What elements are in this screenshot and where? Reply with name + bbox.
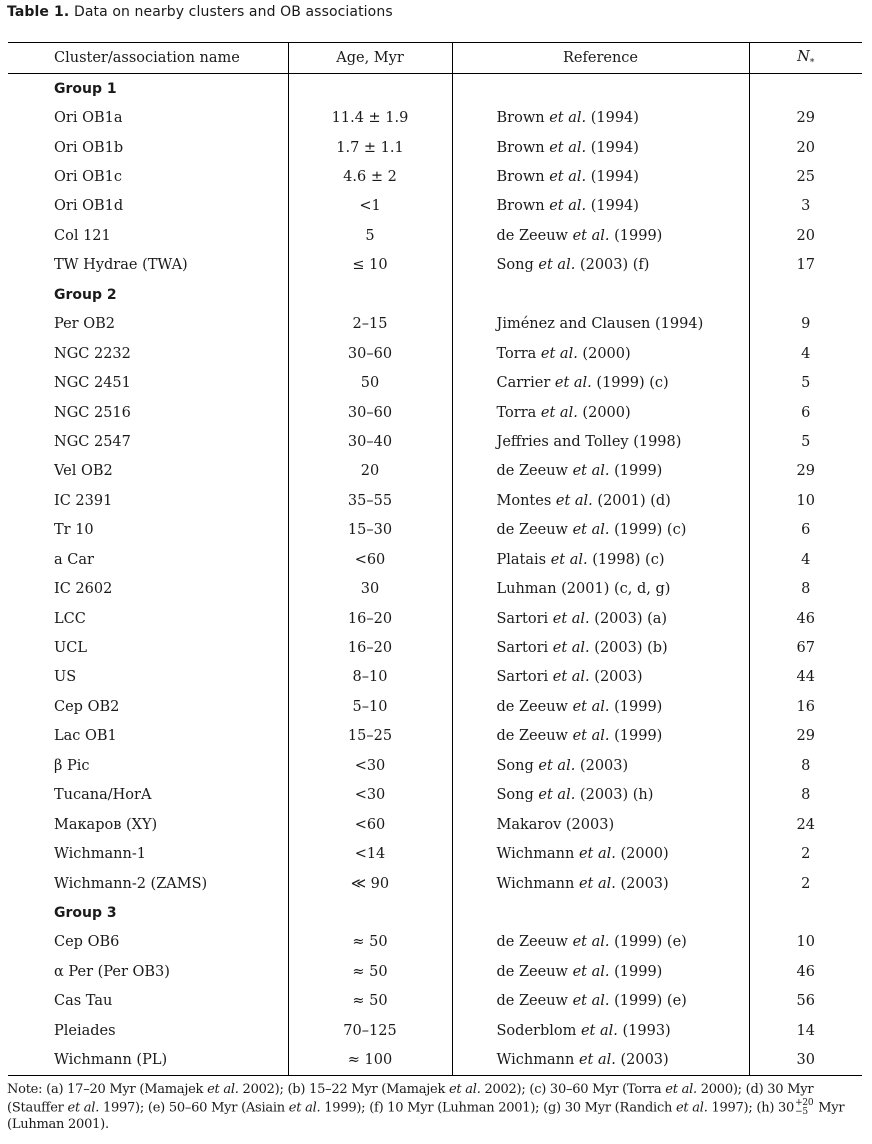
cluster-reference: Makarov (2003) (452, 810, 749, 839)
star-count: 29 (749, 103, 862, 132)
table-header-row (8, 43, 862, 74)
table-row (8, 692, 862, 721)
star-count: 2 (749, 839, 862, 868)
cluster-name: UCL (54, 640, 87, 657)
note-error-bars: +20 −5 (795, 1097, 814, 1117)
cluster-age: ≈ 50 (288, 928, 452, 957)
star-count: 56 (749, 987, 862, 1016)
table-row (8, 1045, 862, 1075)
table-row (8, 251, 862, 280)
cluster-age: 50 (288, 368, 452, 397)
group-title: Group 1 (54, 80, 117, 97)
star-count: 8 (749, 781, 862, 810)
cluster-reference: Brown et al. (1994) (452, 133, 749, 162)
cluster-reference: Luhman (2001) (c, d, g) (452, 574, 749, 603)
table-row (8, 633, 862, 662)
group-title: Group 2 (54, 286, 117, 303)
table-row (8, 604, 862, 633)
star-count: 20 (749, 221, 862, 250)
cluster-reference: de Zeeuw et al. (1999) (c) (452, 516, 749, 545)
cluster-name: TW Hydrae (TWA) (54, 257, 188, 274)
cluster-name: NGC 2451 (54, 375, 131, 392)
cluster-name: Макаров (XY) (54, 816, 158, 833)
column-header-n: $N_*$ (749, 43, 862, 74)
table-row (8, 516, 862, 545)
table-note: Note: (a) 17–20 Myr (Mamajek et al. 2002); (b) 15–22 Myr (Mamajek et al. 2002); (c) 30–60 Myr (Torra et al. 2000); (d) 30 Myr (Stauffer et al. 1997); (e) 50–60 Myr (Asiain et al. 1999); (f) 10 Myr (Luhman 2001); (g) 30 Myr (Randich et al. 1997); (h) 30 +20 −5 Myr (Luhman 2001). (7, 1082, 845, 1132)
table-row (8, 103, 862, 132)
cluster-reference: Wichmann et al. (2003) (452, 869, 749, 898)
table-row (8, 751, 862, 780)
cluster-age: 11.4 ± 1.9 (288, 103, 452, 132)
star-count: 4 (749, 339, 862, 368)
cluster-name: Ori OB1b (54, 139, 124, 156)
cluster-age: 16–20 (288, 604, 452, 633)
star-count: 44 (749, 663, 862, 692)
cluster-reference: de Zeeuw et al. (1999) (e) (452, 987, 749, 1016)
group-row (8, 280, 862, 309)
cluster-age: ≤ 10 (288, 251, 452, 280)
cluster-age: <60 (288, 545, 452, 574)
table-row (8, 663, 862, 692)
table-row (8, 192, 862, 221)
group-row (8, 74, 862, 104)
star-count: 9 (749, 310, 862, 339)
cluster-name: LCC (54, 610, 86, 627)
cluster-age: <30 (288, 781, 452, 810)
star-count: 29 (749, 722, 862, 751)
table-title: Data on nearby clusters and OB associations (73, 4, 393, 20)
cluster-name: IC 2391 (54, 492, 113, 509)
cluster-reference: de Zeeuw et al. (1999) (452, 692, 749, 721)
cluster-name: Wichmann (PL) (8, 1045, 288, 1075)
cluster-age: 15–25 (288, 722, 452, 751)
cluster-age: 1.7 ± 1.1 (288, 133, 452, 162)
cluster-age: <30 (288, 751, 452, 780)
cluster-name: NGC 2547 (54, 433, 131, 450)
cluster-reference: Sartori et al. (2003) (452, 663, 749, 692)
cluster-age: 4.6 ± 2 (288, 162, 452, 191)
star-count: 10 (749, 928, 862, 957)
cluster-reference: Sartori et al. (2003) (b) (452, 633, 749, 662)
cluster-name: Per OB2 (54, 316, 115, 333)
table-row (8, 722, 862, 751)
cluster-reference: Montes et al. (2001) (d) (452, 486, 749, 515)
star-count: 16 (749, 692, 862, 721)
cluster-reference: Sartori et al. (2003) (a) (452, 604, 749, 633)
cluster-name: Cep OB2 (54, 698, 120, 715)
table-row (8, 987, 862, 1016)
star-count: 6 (749, 516, 862, 545)
cluster-reference: Brown et al. (1994) (452, 192, 749, 221)
cluster-name: β Pic (54, 757, 90, 774)
star-count: 30 (749, 1045, 862, 1075)
cluster-age: 5 (288, 221, 452, 250)
star-count: 46 (749, 604, 862, 633)
table-row (8, 810, 862, 839)
star-count: 29 (749, 457, 862, 486)
cluster-age: <14 (288, 839, 452, 868)
star-count: 2 (749, 869, 862, 898)
cluster-name: a Car (54, 551, 94, 568)
cluster-name: Wichmann-2 (ZAMS) (54, 875, 208, 892)
cluster-age: 16–20 (288, 633, 452, 662)
table-row (8, 574, 862, 603)
cluster-name: Ori OB1d (54, 198, 124, 215)
cluster-age: 15–30 (288, 516, 452, 545)
star-count: 14 (749, 1016, 862, 1045)
cluster-name: Wichmann-1 (54, 846, 146, 863)
table-row (8, 162, 862, 191)
cluster-reference: Jeffries and Tolley (1998) (452, 427, 749, 456)
table-row (8, 545, 862, 574)
cluster-reference: Platais et al. (1998) (c) (452, 545, 749, 574)
table-row (8, 486, 862, 515)
cluster-name: IC 2602 (54, 581, 113, 598)
cluster-reference: de Zeeuw et al. (1999) (452, 722, 749, 751)
table-row (8, 781, 862, 810)
cluster-age: 30–60 (288, 398, 452, 427)
column-header-age: Age, Myr (288, 43, 452, 74)
cluster-reference: de Zeeuw et al. (1999) (452, 457, 749, 486)
star-count: 10 (749, 486, 862, 515)
cluster-reference: Soderblom et al. (1993) (452, 1016, 749, 1045)
star-count: 67 (749, 633, 862, 662)
table-label: Table 1. (7, 4, 70, 20)
cluster-age: <1 (288, 192, 452, 221)
cluster-age: 30–60 (288, 339, 452, 368)
table-row (8, 957, 862, 986)
cluster-age: ≈ 100 (288, 1045, 452, 1075)
table-row (8, 427, 862, 456)
cluster-reference: Torra et al. (2000) (452, 339, 749, 368)
cluster-age: 35–55 (288, 486, 452, 515)
table-row (8, 339, 862, 368)
cluster-name: NGC 2232 (54, 345, 131, 362)
cluster-name: Cep OB6 (54, 934, 120, 951)
cluster-age: 8–10 (288, 663, 452, 692)
table-caption (7, 4, 393, 20)
star-count: 46 (749, 957, 862, 986)
cluster-reference: Jiménez and Clausen (1994) (452, 310, 749, 339)
table-row (8, 310, 862, 339)
cluster-age: 2–15 (288, 310, 452, 339)
cluster-name: Tr 10 (54, 522, 94, 539)
cluster-age: ≪ 90 (288, 869, 452, 898)
column-header-name: Cluster/association name (8, 43, 288, 74)
table-row (8, 928, 862, 957)
cluster-name: Ori OB1c (54, 169, 122, 186)
cluster-age: 5–10 (288, 692, 452, 721)
star-count: 4 (749, 545, 862, 574)
cluster-reference: de Zeeuw et al. (1999) (452, 957, 749, 986)
cluster-name: Tucana/HorA (54, 787, 152, 804)
cluster-reference: Wichmann et al. (2003) (452, 1045, 749, 1075)
table-row (8, 869, 862, 898)
star-count: 5 (749, 427, 862, 456)
cluster-age: ≈ 50 (288, 987, 452, 1016)
cluster-reference: Song et al. (2003) (h) (452, 781, 749, 810)
cluster-reference: Torra et al. (2000) (452, 398, 749, 427)
cluster-reference: de Zeeuw et al. (1999) (452, 221, 749, 250)
cluster-age: ≈ 50 (288, 957, 452, 986)
column-header-reference: Reference (452, 43, 749, 74)
star-count: 3 (749, 192, 862, 221)
cluster-age: 70–125 (288, 1016, 452, 1045)
cluster-reference: Brown et al. (1994) (452, 162, 749, 191)
clusters-table (8, 42, 862, 1076)
star-count: 8 (749, 574, 862, 603)
cluster-reference: Carrier et al. (1999) (c) (452, 368, 749, 397)
cluster-name: Vel OB2 (54, 463, 113, 480)
star-count: 5 (749, 368, 862, 397)
star-count: 17 (749, 251, 862, 280)
cluster-name: α Per (Per OB3) (54, 963, 170, 980)
table-row (8, 398, 862, 427)
cluster-name: Ori OB1a (54, 110, 123, 127)
cluster-age: 30 (288, 574, 452, 603)
cluster-name: Lac OB1 (54, 728, 117, 745)
star-count: 24 (749, 810, 862, 839)
cluster-name: Pleiades (54, 1022, 116, 1039)
cluster-reference: Wichmann et al. (2000) (452, 839, 749, 868)
group-title: Group 3 (54, 904, 117, 921)
cluster-reference: de Zeeuw et al. (1999) (e) (452, 928, 749, 957)
cluster-age: 30–40 (288, 427, 452, 456)
table-row (8, 368, 862, 397)
cluster-age: 20 (288, 457, 452, 486)
table-row (8, 133, 862, 162)
table-row (8, 839, 862, 868)
table-body (8, 74, 862, 1076)
star-count: 20 (749, 133, 862, 162)
star-count: 6 (749, 398, 862, 427)
cluster-reference: Brown et al. (1994) (452, 103, 749, 132)
cluster-reference: Song et al. (2003) (452, 751, 749, 780)
cluster-name: NGC 2516 (54, 404, 131, 421)
cluster-reference: Song et al. (2003) (f) (452, 251, 749, 280)
cluster-age: <60 (288, 810, 452, 839)
cluster-name: US (54, 669, 77, 686)
cluster-name: Cas Tau (54, 993, 113, 1010)
star-count: 25 (749, 162, 862, 191)
table-row (8, 221, 862, 250)
star-count: 8 (749, 751, 862, 780)
cluster-name: Col 121 (54, 227, 111, 244)
group-row (8, 898, 862, 927)
table-row (8, 457, 862, 486)
table-row (8, 1016, 862, 1045)
